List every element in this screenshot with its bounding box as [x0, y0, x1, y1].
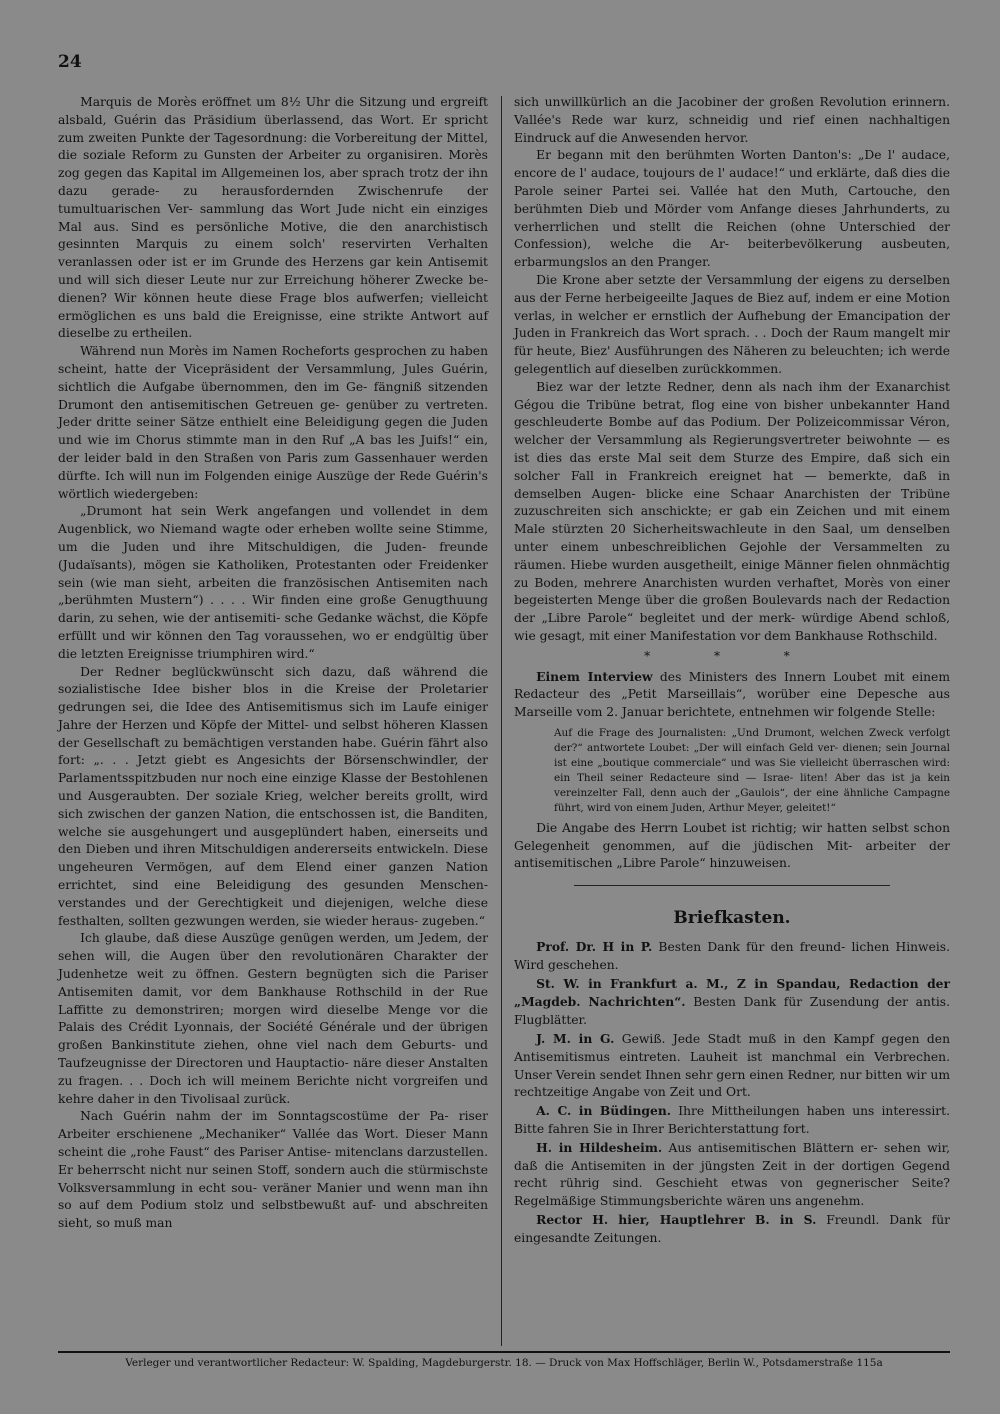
footer-rule [58, 1351, 950, 1353]
paragraph: Er begann mit den berühmten Worten Danton's: „De l' audace, encore de l' audace, toujours de l' audace!“ und erklärte, daß dies die Parole seiner Partei sei. Vallée hat den Muth, Cartouche, den berühmten Dieb und Mörder vom Anfange dieses Jahrhunderts, zu verherrlichen und stellt die Reichen (ohne Unterschied der Confession), welche die Ar- beiterbevölkerung ausbeuten, erbarmungslos an den Pranger. [514, 148, 950, 270]
briefkasten-addressee: J. M. in G. [536, 1031, 615, 1047]
paragraph: Die Krone aber setzte der Versammlung der eigens zu derselben aus der Ferne herbeigeeilte Jaques de Biez auf, indem er eine Motion verlas, in welcher er ernstlich der Aufhebung der Emancipation der Juden in Frankreich das Wort sprach. . . Doch der Raum mangelt mir für heute, Biez' Ausführungen des Näheren zu beleuchten; ich werde gelegentlich auf dieselben zurückkommen. [514, 272, 950, 376]
interview-quote: Auf die Frage des Journalisten: „Und Drumont, welchen Zweck verfolgt der?“ antwortete Loubet: „Der will einfach Geld ver- dienen; sein Journal ist eine „boutique commerciale“ und was Sie vielleicht überraschen wird: ein Theil seiner Redacteure sind — Israe- liten! Aber das ist ja kein vereinzelter Fall, denn auch der „Gaulois“, der eine ähnliche Campagne führt, wird von einem Juden, Arthur Meyer, geleitet!“ [554, 726, 950, 814]
paragraph: Der Redner beglückwünscht sich dazu, daß während die sozialistische Idee bisher blos in die Kreise der Proletarier gedrungen sei, die Idee des Antisemitismus sich im Laufe einiger Jahre der Herzen und Köpfe der Mittel- und selbst höheren Klassen der Gesellschaft zu bemächtigen verstanden habe. Guérin fährt also fort: „. . . Jetzt giebt es Angesichts der Börsenschwindler, der Parlamentsspitzbuden nur noch eine einzige Klasse der Bestohlenen und Ausgeraubten. Der soziale Krieg, welcher bereits grollt, wird sich zwischen der ganzen Nation, die entschossen ist, die Banditen, welche sie ausgehungert und ausgeplündert haben, einerseits und den Dieben und ihren Mitschuldigen andererseits entwickeln. Diese ungeheuren Vermögen, auf dem Elend einer ganzen Nation errichtet, sind eine Beleidigung des gesunden Menschen- verstandes und der Gerechtigkeit und diejenigen, welche diese festhalten, sollten gezwungen werden, sie wieder heraus- zugeben.“ [58, 664, 488, 928]
section-stars: * * * [644, 648, 820, 663]
paragraph: sich unwillkürlich an die Jacobiner der großen Revolution erinnern. Vallée's Rede war kurz, schneidig und rief einen nachhaltigen Eindruck auf die Anwesenden hervor. [514, 95, 950, 145]
briefkasten-addressee: H. in Hildesheim. [536, 1139, 663, 1155]
briefkasten-entry [514, 1102, 950, 1139]
interview-paragraph [514, 668, 950, 722]
briefkasten-addressee: St. W. in Frankfurt a. M., Z in Spandau, Redaction der „Magdeb. Nachrichten“. [514, 975, 950, 1010]
left-column [58, 94, 488, 1233]
imprint-footer: Verleger und verantwortlicher Redacteur: W. Spalding, Magdeburgerstr. 18. — Druck von Max Hoffschläger, Berlin W., Potsdamerstraße 115a [125, 1357, 883, 1369]
interview-text: des Ministers des Innern Loubet mit einem Redacteur des „Petit Marseillais“, worüber eine Depesche aus Marseille vom 2. Januar berichtete, entnehmen wir folgende Stelle: [514, 669, 950, 720]
paragraph: Die Angabe des Herrn Loubet ist richtig; wir hatten selbst schon Gelegenheit genommen, auf die jüdischen Mit- arbeiter der antisemitischen „Libre Parole“ hinzuweisen. [514, 820, 950, 871]
briefkasten-entry [514, 1139, 950, 1211]
paragraph: Biez war der letzte Redner, denn als nach ihm der Exanarchist Gégou die Tribüne betrat, flog eine von bisher unbekannter Hand geschleuderte Bombe auf das Podium. Der Polizeicommissar Véron, welcher der Versammlung als Regierungsvertreter beiwohnte — es ist dies das erste Mal seit dem Sturze des Empire, daß sich ein solcher Fall in Frankreich ereignet hat — bemerkte, daß in demselben Augen- blicke eine Schaar Anarchisten der Tribüne zuzuschreiten sich anschickte; er gab ein Zeichen und mit einem Male stürzten 20 Sicherheitswachleute in den Saal, um denselben unter einem unbeschreiblichen Gejohle der Versammelten zu räumen. Hiebe wurden ausgetheilt, einige Männer fielen ohnmächtig zu Boden, mehrere Anarchisten wurden verhaftet, Morès von einer begeisterten Menge über die großen Boulevards nach der Redaction der „Libre Parole“ begleitet und der merk- würdige Abend schloß, wie gesagt, mit einer Manifestation vor dem Bankhause Rothschild. [514, 379, 950, 643]
section-rule [574, 885, 890, 886]
briefkasten-addressee: Rector H. hier, Hauptlehrer B. in S. [536, 1212, 817, 1228]
briefkasten-addressee: A. C. in Büdingen. [536, 1103, 672, 1119]
paragraph: Ich glaube, daß diese Auszüge genügen werden, um Jedem, der sehen will, die Augen über den revolutionären Charakter der Judenhetze weit zu öffnen. Gestern begnügten sich die Pariser Antisemiten damit, vor dem Bankhause Rothschild in der Rue Laffitte zu demonstriren; morgen wird dieselbe Menge vor die Palais des Crédit Lyonnais, der Société Générale und der übrigen großen Bankinstitute ziehen, ohne viel nach dem Geburts- und Taufzeugnisse der Directoren und Hauptactio- näre dieser Anstalten zu fragen. . . Doch ich will meinem Berichte nicht vorgreifen und kehre daher in den Tivolisaal zurück. [58, 931, 488, 1106]
column-divider [501, 96, 502, 1346]
right-column [514, 94, 950, 1248]
briefkasten-text: Ihre Mittheilungen haben uns interessirt. Bitte fahren Sie in Ihrer Berichterstattung fort. [514, 1104, 950, 1137]
briefkasten-entry [514, 975, 950, 1030]
briefkasten-addressee: Prof. Dr. H in P. [536, 939, 653, 955]
paragraph: Marquis de Morès eröffnet um 8½ Uhr die Sitzung und ergreift alsbald, Guérin das Präsidium überlassend, das Wort. Er spricht zum zweiten Punkte der Tagesordnung: die Vorbereitung der Mittel, die soziale Reform zu Gunsten der Arbeiter zu organisiren. Morès zog gegen das Kapital im Allgemeinen los, aber sprach trotz der ihn dazu gerade- zu herausfordernden Zwischenrufe der tumultuarischen Ver- sammlung das Wort Jude nicht ein einziges Mal aus. Sind es persönliche Motive, die den anarchistisch gesinnten Marquis zu einem solch' reservirten Verhalten veranlassen oder ist er im Grunde des Herzens gar kein Antisemit und will sich dieser Leute nur zur Erreichung höherer Zwecke be- dienen? Wir können heute diese Frage blos aufwerfen; vielleicht ermöglichen es uns bald die Ereignisse, eine strikte Antwort auf dieselbe zu ertheilen. [58, 95, 488, 341]
briefkasten-title: Briefkasten. [673, 908, 791, 929]
briefkasten-text: Gewiß. Jede Stadt muß in den Kampf gegen den Antisemitismus eintreten. Lauheit ist manchmal ein Verbrechen. Unser Verein sendet Ihnen sehr gern einen Redner, nur bitten wir um rechtzeitige Angabe von Zeit und Ort. [514, 1032, 950, 1100]
briefkasten-entry [514, 1211, 950, 1248]
briefkasten-entry [514, 1030, 950, 1102]
briefkasten-text: Besten Dank für den freund- lichen Hinweis. Wird geschehen. [514, 940, 951, 972]
quote-paragraph: „Drumont hat sein Werk angefangen und vollendet in dem Augenblick, wo Niemand wagte oder erheben wollte seine Stimme, um die Juden und ihre Mitschuldigen, die Juden- freunde (Judaïsants), mögen sie Katholiken, Protestanten oder Freidenker sein (wie man sieht, arbeiten die französischen Antisemiten nach „berühmten Mustern“) . . . . Wir finden eine große Genugthuung darin, zu sehen, wie der antisemiti- sche Gedanke wächst, die Köpfe erfüllt und wir können den Tag voraussehen, wo er endgültig über die letzten Ereignisse triumphiren wird.“ [58, 504, 488, 661]
paragraph: Nach Guérin nahm der im Sonntagscostüme der Pa- riser Arbeiter erschienene „Mechaniker“ Vallée das Wort. Dieser Mann scheint die „rohe Faust“ des Pariser Antise- mitenclans darzustellen. Er beherrscht nicht nur seinen Stoff, sondern auch die stürmischste Volksversammlung in echt sou- veräner Manier und wenn man ihn so auf dem Podium stolz und selbstbewußt auf- und abschreiten sieht, so muß man [58, 1109, 488, 1231]
briefkasten-text: Freundl. Dank für eingesandte Zeitungen. [514, 1213, 950, 1245]
page-number: 24 [58, 52, 82, 72]
paragraph: Während nun Morès im Namen Rocheforts gesprochen zu haben scheint, hatte der Vicepräsident der Versammlung, Jules Guérin, sichtlich die Aufgabe übernommen, den im Ge- fängniß sitzenden Drumont den antisemitischen Getreuen ge- genüber zu vertreten. Jeder dritte seiner Sätze enthielt eine Beleidigung gegen die Juden und wie im Chorus stimmte man in den Ruf „A bas les Juifs!“ ein, der leider bald in den Straßen von Paris zum Gassenhauer werden dürfte. Ich will nun im Folgenden einige Auszüge der Rede Guérin's wörtlich wiedergeben: [58, 344, 488, 501]
briefkasten-text: Besten Dank für Zusendung der antis. Flugblätter. [514, 995, 950, 1028]
briefkasten-text: Aus antisemitischen Blättern er- sehen wir, daß die Antisemiten in der jüngsten Zeit in der dortigen Gegend recht rührig sind. Geschieht etwas von gegnerischer Seite? Regelmäßige Stimmungsberichte wären uns angenehm. [514, 1140, 951, 1209]
interview-lead: Einem Interview [536, 668, 653, 684]
briefkasten-entry [514, 938, 950, 975]
